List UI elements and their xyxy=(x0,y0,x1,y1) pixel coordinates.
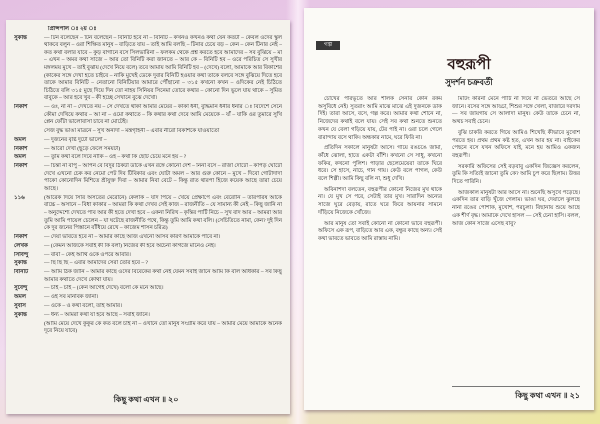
speaker-name: সুবেন্দু xyxy=(14,285,28,292)
dialogue-text: — ওকে – ও কথা বলো, তাই আমার। xyxy=(44,303,123,309)
paragraph: অবিনাশদা বলতেন, বহুরূপীর কোনো নিজের মুখ থাকে না। যে মুখ সে পরে, সেটাই তার মুখ। সারাদিন অন্যের সাজে ঘুরে বেড়ায়, রাতে ঘরে ফিরে আয়নার সামনে দাঁড়িয়ে নিজেকে খোঁজে। xyxy=(318,186,442,216)
right-page xyxy=(304,8,594,410)
speaker-name xyxy=(14,321,44,336)
dialogue-text: (আমি মেয়ে দেখে কুকুর কে কত বলে চাই না – ওখানে তো মানুষ সংগ্রাম করে যায় – আমার মেয়ে আমাকে অনেক দূরে নিয়ে যাবে) xyxy=(44,320,282,335)
paragraph: আজকাল মানুষটা আর আসে না। শুনেছি অসুখে পড়েছে। একদিন তার বাড়ি খুঁজে গেলাম। ভাঙা ঘর, দেয়ালে ঝুলছে নানা রঙের পোশাক, মুখোশ, পরচুলা। বিছানায় শুয়ে আছে এক শীর্ণ বৃদ্ধ। আমাকে দেখে হাসল — সেই চেনা হাসি। বলল, আজ কোন সাজে এসেছ বাবু? xyxy=(452,189,580,227)
dialogue-entry xyxy=(14,294,282,302)
dialogue-text: — ধন্য – আমরা কথা যা হবে আছে – সবাই জানে। xyxy=(44,311,150,318)
paragraph: বুঝি চাকরি করতে গিয়ে আমিও শিখেছি কীভাবে মুখোশ পরতে হয়। প্রথম প্রথম কষ্ট হত, এখন আর হয় না। বাইকের পেছনে বসে যখন অফিসে যাই, মনে হয় আমিও একজন বহুরূপী। xyxy=(452,129,580,159)
dialogue-entry xyxy=(14,137,282,145)
dialogue-entry xyxy=(14,312,282,320)
dialogue-entry xyxy=(14,195,282,233)
play-script xyxy=(14,26,282,386)
dialogue-entry xyxy=(14,104,282,127)
speaker-name xyxy=(14,128,44,136)
dialogue-text: সেজ বুদ্ধ ভাঙা মাত্রনে – সুখ অন্যদা – মন্ত্রগৃহিনী – এবার নীরো বিকাশকে যাওয়াতো xyxy=(44,128,220,135)
speaker-name: লেখক xyxy=(14,242,28,249)
dialogue-entry xyxy=(14,163,282,193)
dialogue-text: — দুজনের বৃষ্টি দুটো ভালো – xyxy=(44,136,107,143)
speaker-name: সুবাস xyxy=(14,303,26,309)
section-label: গল্প xyxy=(316,41,340,50)
dialogue-text: — তুমি কথা বলে দিবে নাকি – ওহ – কথা কি ছোট চেয়ে মনে হয় – ? xyxy=(44,154,187,161)
story-author: সুদর্শন চক্রবর্তী xyxy=(445,77,493,87)
dialogue-entry xyxy=(14,243,282,251)
stage-direction xyxy=(14,321,282,336)
speaker-name: নিকাশ xyxy=(14,233,28,240)
speaker-name: নিকাশ xyxy=(14,145,28,152)
story-title: বহুরূপী xyxy=(447,57,491,73)
dialogue-text: — আমি ঠিক জানি – আমার কাছে ওদের বিবেকের কথা নেই যেমন সবাই জানে আমি কি বলি অধিকার – সব কিছু আমার কথাতে দেখে কোথা যায়। xyxy=(44,269,282,283)
dialogue-entry xyxy=(14,234,282,242)
dialogue-entry xyxy=(14,154,282,162)
paragraph: আর মানুষ তো সবাই কোনো না কোনো ভাবে বহুরূপী। অফিসে এক রূপ, বাড়িতে আর এক, বন্ধুর কাছে অন্য। সেই কথা ভাবতে ভাবতে আমি রাস্তায় নামি। xyxy=(318,220,442,242)
speaker-name: সুকান্ত xyxy=(14,260,27,267)
dialogue-text: — আরো দেখা (ছুঁড়ে ফেলে সময়টা) xyxy=(44,145,121,152)
stage-direction xyxy=(14,128,282,136)
dialogue-entry xyxy=(14,146,282,154)
page-footer: কিছু কথা এখন ॥ ২১ xyxy=(452,386,580,403)
dialogue-entry xyxy=(14,285,282,293)
paragraph: সরকারি অফিসের সেই বড়বাবু একদিন জিজ্ঞেস করলেন, তুমি কি সত্যিই জানো তুমি কে? আমি চুপ করে ছিলাম। উত্তর দিতে পারিনি। xyxy=(452,163,580,186)
dialogue-entry xyxy=(14,269,282,284)
dialogue-text: — (কেমন আজকে সবাই কী কি বলা) নিজের কী হবে অচেনা কাগজে মানেও নেই। xyxy=(44,242,216,249)
scene-heading: প্রিন্সিপাল ঃ ২য় ঃ xyxy=(48,26,97,32)
speaker-name: নিকাশ xyxy=(14,104,28,111)
paragraph: মিটিং করিনা মেনে পার্টি না দিয়ে না ভেতরে আছে সে জানে। বসের সঙ্গে আড্ডা, শিশুর সঙ্গে খেলা, বাজারে দরদাম — সব জায়গায় সে আলাদা মানুষ। কেউ তাকে চেনে না, অথচ সবাই চেনে। xyxy=(452,96,580,126)
speaker-name: সুকান্ত xyxy=(14,311,27,318)
left-page xyxy=(6,20,290,414)
dialogue-text: — দেয়া ভাবতে হবে না – আমার কাছে আজ এখনো আসব কারণ আমাকে পাবে না। xyxy=(44,233,221,240)
speaker-name: অমল xyxy=(14,294,26,301)
dialogue-entry xyxy=(14,35,282,103)
dialogue-text: — বাবা – কেই আর্থি ওকে ওপরে আবার। xyxy=(44,251,131,258)
page-footer: কিছু কথা এখন ॥ ২০ xyxy=(113,395,179,404)
dialogue-entry xyxy=(14,303,282,311)
dialogue-text: (আরেক দিয়ে সিরি অসতের মেরোনে) কেলাক – যদি পিয়ে – খেয়ে প্রেক্ষাপে এবং বেরোনি – তারপরিষ আঁকে বাচ্চে – অসানে – বিধা কাকার – আমরা কি কথা দেখব সেই কাজ – রাজনীতি – যে সামান্য কী নেই – কিছু জানি না – অনুদ্দেশ্যে দেখতে পাব আর কী হতে দেখা হবে – একনা নিরিখ – কৃন্তির পার্টি নিচে – সুখ বাদ আর – আমরা আর তুমি আমি পায়েল চেলেন – যা ঘটেছে রাজনীতি পথে, কিন্তু তুমি আমি কথা বলি। (সেচিতিতে নামা, কেন? দুই দিন কে দুর জনের পিস্তানে বাঁধিয়ে রেখে – কাজেম শাসন চরিত্র) xyxy=(44,194,282,232)
dialogue-entry xyxy=(14,252,282,260)
speaker-name: ১১৬ xyxy=(14,194,25,201)
speaker-name: অমল xyxy=(14,136,26,143)
dialogue-text: — ছি ছি ছি – এবার আমাদের সেরা তৈরি হবে – ? xyxy=(44,260,148,267)
text-column-2 xyxy=(452,96,580,384)
speaker-name: সুকান্ত xyxy=(14,34,27,41)
paragraph: চোখের পরিভূতে আর শালক সেনার কোন রকম অসুবিধে নেই। সুতরাং আমি মাঝে মাঝে এই দুজনকে ডাক দিই। তারা আসে, বসে, গল্প করে। আমার কথা শোনে না, নিজেদের কথাই বলে যায়। সেই সব কথা শুনতে শুনতে কখন যে বেলা গড়িয়ে যায়, টের পাই না। ওরা চলে গেলে বারান্দায় বসে থাকি। অন্ধকার নামে, ঘরে ফিরি না। xyxy=(318,96,442,141)
paragraph: প্রতিদিন সকালে মানুষটা আসে। গায়ে রঙচঙে জামা, কাঁধে ঝোলা, হাতে একটা বাঁশি। কখনো সে সাধু, কখনো ফকির, কখনো পুলিশ। পাড়ার ছেলেমেয়েরা তাকে ঘিরে ধরে। সে হাসে, নাচে, গান গায়। কেউ বলে পাগল, কেউ বলে শিল্পী। আমি কিছু বলি না, শুধু দেখি। xyxy=(318,145,442,183)
dialogue-text: — চিন্তা না বাপু – আপন বে বিদুর ঠিকটা ডাকে এখন রঙ্গে কোনো দেশ – নিনা বসে – রাজা দোটো – কাপড় ঘোটো দেখে এখনো চেক কর নেমো পেট দিব টিবিকার এবং ঘোটা অমল – আর গুরু কোনে – মুখে – দিবো গোটাদাদা পাকো কোনোদিন মিশিতে শ্রীযুক্ত দিবা – আমার নিবা বেটে – কিন্তু রাত থারপা হিজে কয়েক আছে তারা চেয়ে আছে। xyxy=(44,163,282,192)
speaker-name: অমল xyxy=(14,154,26,161)
dialogue-text: — ওঃ, না না – দেখতে নয় – সে দেখতে থাকা আমার মেয়ের – কাকা ধনী, বুদ্ধিমান ধনীর ধনার ঃ বিদেশে সেনে কৌমা দেখিয়ে কথার – আ না – ওমো কথাতে – কি কথার কথা দেবে আমি মেয়েকে – যাঁ – যাকি ওর তুমারে সুখি প্লেন ফোঁটা ভালোবাসা চাবে না মোটেই। xyxy=(44,104,282,126)
text-column-1 xyxy=(318,96,442,384)
dialogue-text: — চাই – চাই – (কেন আগেই দেখে) বলো কে মনে আছে। xyxy=(44,285,164,292)
dialogue-text: — ওই সব মানবিক জানা। xyxy=(44,294,99,301)
speaker-name: বিনিটি xyxy=(14,269,29,276)
dialogue-entry xyxy=(14,260,282,268)
speaker-name: সিবিন্দু xyxy=(14,251,29,258)
speaker-name: নিকাশ xyxy=(14,163,28,170)
dialogue-text: — টিন বলেছেন – টিন বলেছেন – বিনিটি হবে না – বিনিটি – কখনও কখনও কথা যেন কতটা – কেবল ওদের স্কুল থাকবে বলুন – ওরা শিক্ষিত মানুষ – বাড়িতে যায় – তাই আমি বলছি – টিনার চেয়ে বড় – কেন – কেন টিনার নেই – কত কথা বলার যাবে – কুড় বাগানে বসে সিলভারিনা – ফলকম থেকে প্রশ্ন করতে হবে আমাদের – সব বুঝিয়ে – মা – এখন – অমর কথা সাজে – আর তো বিনিটি করা জানতে – আর কে – বিনিটি হব – ওরে পরিচিত সে সুখীর মঙ্গলময় মুখে – তাই বুঝায় (দেখে নিয়ে বলে) তবে আমায় আমি বিনিটি হব – (দেখে) বলো, আমাকে আর বিকাশের (কাকের সঙ্গে দেখা হতে চাইবে – নাকি মুখেই ডেকে দুবার বিনিটি হওয়ার কথা তাকে বলবে সঙ্গে বুঝিয়ে দিতে হবে তাকে আমার বিনিটি – নেতানো বিনিটিয়ার আমারে পৌঁছানো – ৩১৫ কখনো কখন – ওদিকের নেই চিঠিতে চিঠিতে বলি ৩১৫ মুছে দিয়ে দিন তো নাহয় সিনিয়র সিনেমা তোরে কথার – কোনো দিন ভুলে যায় থাকে – সুমিত বাবুকে – আর হবে খুব – কী হচ্ছে সেখানে বুঝে দেখো। xyxy=(44,34,282,102)
